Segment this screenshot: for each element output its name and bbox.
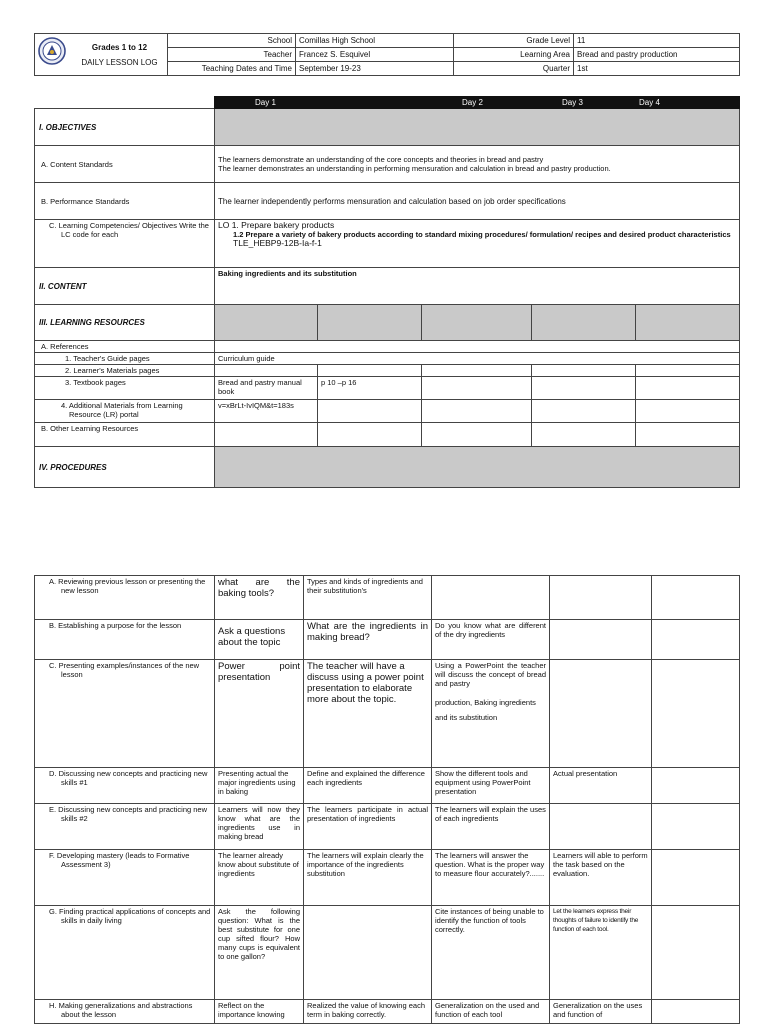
procedure-row-f (35, 850, 740, 906)
procedure-b-day2: What are the ingredients in making bread? (304, 620, 432, 660)
resources-fill-5 (636, 305, 740, 341)
school-value: Comillas High School (296, 34, 454, 48)
day-header-row (35, 97, 740, 109)
deped-seal-icon (38, 37, 66, 65)
procedure-c-day3-part1: Using a PowerPoint the teacher will discuss the concept of bread and pastry (435, 661, 546, 688)
procedure-row-c (35, 660, 740, 768)
procedure-row-e (35, 804, 740, 850)
procedure-c-day4 (550, 660, 652, 768)
textbook-day1: Bread and pastry manual book (215, 377, 318, 400)
procedure-d-day2: Define and explained the difference each ingredients (304, 768, 432, 804)
quarter-value: 1st (574, 62, 740, 76)
procedure-row-g (35, 906, 740, 1000)
procedure-g-day2 (304, 906, 432, 1000)
procedure-row-h (35, 1000, 740, 1024)
references-label: A. References (35, 341, 215, 353)
procedure-c-day2: The teacher will have a discuss using a power point presentation to elaborate more about the topic. (304, 660, 432, 768)
performance-standards-label: B. Performance Standards (35, 183, 215, 220)
procedure-f-day1: The learner already know about substitute of ingredients (215, 850, 304, 906)
log-title: DAILY LESSON LOG (81, 57, 158, 67)
procedures-fill (215, 447, 740, 488)
objectives-title: I. OBJECTIVES (35, 109, 215, 146)
resources-fill-1 (215, 305, 318, 341)
textbook-label: 3. Textbook pages (35, 377, 215, 400)
procedure-d-day4: Actual presentation (550, 768, 652, 804)
procedure-h-day3: Generalization on the used and function of each tool (432, 1000, 550, 1024)
resources-title: III. LEARNING RESOURCES (35, 305, 215, 341)
procedure-a-day3 (432, 576, 550, 620)
lr-portal-link[interactable]: v=xBrLt-IvIQM&t=183s (215, 400, 318, 423)
procedure-f-day4: Learners will able to perform the task based on the evaluation. (550, 850, 652, 906)
procedure-c-day3 (432, 660, 550, 768)
procedure-d-day3: Show the different tools and equipment using PowerPoint presentation (432, 768, 550, 804)
procedure-g-label: G. Finding practical applications of concepts and skills in daily living (35, 906, 215, 1000)
textbook-day2: p 10 –p 16 (318, 377, 422, 400)
content-standards-line1: The learners demonstrate an understanding of the core concepts and theories in bread and pastry (218, 155, 544, 164)
procedure-row-d (35, 768, 740, 804)
procedure-h-day4: Generalization on the uses and function of (550, 1000, 652, 1024)
lesson-table-part1 (34, 96, 740, 488)
dates-label: Teaching Dates and Time (168, 62, 296, 76)
competencies-label: C. Learning Competencies/ Objectives Write the LC code for each (35, 220, 215, 268)
procedure-g-day3: Cite instances of being unable to identify the function of tools correctly. (432, 906, 550, 1000)
content-standards-line2: The learner demonstrates an understanding in performing mensuration and calculation in bread and pastry production. (218, 164, 611, 173)
grades-label: Grades 1 to 12 (91, 42, 148, 52)
procedures-title: IV. PROCEDURES (35, 447, 215, 488)
procedure-h-day1: Reflect on the importance knowing (215, 1000, 304, 1024)
day-4-header: Day 4 (636, 97, 740, 109)
procedure-a-day2: Types and kinds of ingredients and their substitution's (304, 576, 432, 620)
resources-fill-4 (532, 305, 636, 341)
resources-fill-3 (422, 305, 532, 341)
content-title: II. CONTENT (35, 268, 215, 305)
lo-text: LO 1. Prepare bakery products (218, 220, 335, 230)
procedure-e-day1: Learners will now they know what are the ingredients use in making bread (215, 804, 304, 850)
procedure-b-day1: Ask a questions about the topic (215, 620, 304, 660)
grade-level-label: Grade Level (454, 34, 574, 48)
learning-area-value: Bread and pastry production (574, 48, 740, 62)
procedure-e-day3: The learners will explain the uses of each ingredients (432, 804, 550, 850)
procedure-h-label: H. Making generalizations and abstractions about the lesson (35, 1000, 215, 1024)
lo-detail: 1.2 Prepare a variety of bakery products according to standard mixing procedures/ formulation/ recipes and desired product characteristics (233, 230, 731, 239)
procedure-b-day3: Do you know what are different of the dry ingredients (432, 620, 550, 660)
competencies-cell (215, 220, 740, 268)
procedure-d-day1: Presenting actual the major ingredients using in baking (215, 768, 304, 804)
procedure-f-day3: The learners will answer the question. What is the proper way to measure flour accurately?....... (432, 850, 550, 906)
procedure-h-day2: Realized the value of knowing each term in baking correctly. (304, 1000, 432, 1024)
dates-value: September 19-23 (296, 62, 454, 76)
school-label: School (168, 34, 296, 48)
procedure-a-day4 (550, 576, 652, 620)
procedure-row-b (35, 620, 740, 660)
teacher-label: Teacher (168, 48, 296, 62)
day-1-header: Day 1 (215, 97, 422, 109)
content-value: Baking ingredients and its substitution (215, 268, 740, 305)
procedure-e-label: E. Discussing new concepts and practicing new skills #2 (35, 804, 215, 850)
teacher-value: Francez S. Esquivel (296, 48, 454, 62)
teachers-guide-label: 1. Teacher's Guide pages (35, 353, 215, 365)
procedure-e-day4 (550, 804, 652, 850)
references-cell (215, 341, 740, 353)
procedure-d-label: D. Discussing new concepts and practicing new skills #1 (35, 768, 215, 804)
procedure-row-a (35, 576, 740, 620)
procedure-a-label: A. Reviewing previous lesson or presenting the new lesson (35, 576, 215, 620)
resources-fill-2 (318, 305, 422, 341)
procedure-b-day4 (550, 620, 652, 660)
procedure-c-day3-part2: production, Baking ingredients and its substitution (435, 698, 536, 722)
grade-level-value: 11 (574, 34, 740, 48)
quarter-label: Quarter (454, 62, 574, 76)
content-standards-cell (215, 146, 740, 183)
teachers-guide-value: Curriculum guide (215, 353, 740, 365)
procedure-a-day1: what are the baking tools? (215, 576, 304, 620)
procedure-b-label: B. Establishing a purpose for the lesson (35, 620, 215, 660)
procedure-g-day4: Let the learners express their thoughts of failure to identify the function of each tool. (550, 906, 652, 1000)
procedure-c-label: C. Presenting examples/instances of the new lesson (35, 660, 215, 768)
lc-code: TLE_HEBP9-12B-Ia-f-1 (233, 238, 322, 248)
learning-area-label: Learning Area (454, 48, 574, 62)
learners-materials-label: 2. Learner's Materials pages (35, 365, 215, 377)
day-2-header: Day 2 (422, 97, 532, 109)
procedure-c-day1: Power point presentation (215, 660, 304, 768)
header-table (34, 33, 740, 76)
procedure-g-day1: Ask the following question: What is the best substitute for one cup sifted flour? How many cups is equivalent to one gallon? (215, 906, 304, 1000)
procedure-f-day2: The learners will explain clearly the importance of the ingredients substitution (304, 850, 432, 906)
objectives-fill (215, 109, 740, 146)
procedure-f-label: F. Developing mastery (leads to Formative Assessment 3) (35, 850, 215, 906)
performance-standards-value: The learner independently performs mensuration and calculation based on job order specifications (215, 183, 740, 220)
procedure-e-day2: The learners participate in actual presentation of ingredients (304, 804, 432, 850)
content-standards-label: A. Content Standards (35, 146, 215, 183)
other-resources-label: B. Other Learning Resources (35, 423, 215, 447)
day-3-header: Day 3 (532, 97, 636, 109)
lesson-table-part2 (34, 575, 740, 1024)
lr-portal-label: 4. Additional Materials from Learning Resource (LR) portal (35, 400, 215, 423)
